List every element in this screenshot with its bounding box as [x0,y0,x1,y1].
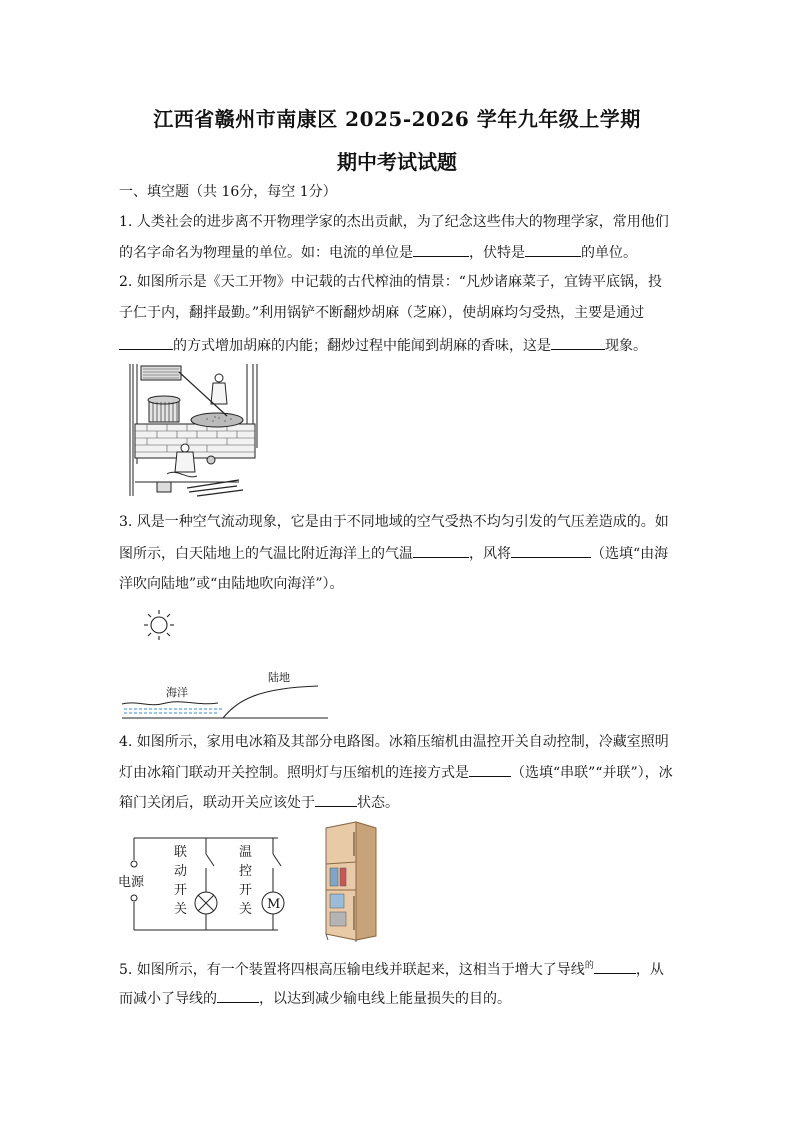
q2-blank-2[interactable] [551,335,605,350]
q3-blank-2[interactable] [511,543,591,558]
q1-text-a: 的名字命名为物理量的单位。如：电流的单位是 [119,245,413,261]
q2-text-b: 现象。 [605,338,647,354]
q1-line2 [119,242,637,263]
linkage-switch-char-1: 联 [174,845,188,860]
q4-line3 [119,792,399,813]
q1-blank-2[interactable] [525,242,581,257]
q2-line3 [119,335,647,356]
q1-line1: 1. 人类社会的进步离不开物理学家的杰出贡献，为了纪念这些伟大的物理学家，常用他们 [119,214,669,230]
q2-blank-1[interactable] [119,335,173,350]
q3-line2 [119,543,668,564]
exam-subtitle: 期中考试试题 [337,150,457,174]
linkage-switch-char-2: 动 [174,864,188,879]
lamp-icon [195,892,217,914]
q1-text-c: 的单位。 [581,245,637,261]
q3-text-c: （选填“由海 [591,546,669,562]
q3-text-b: ，风将 [469,546,511,562]
sea-land-diagram [118,608,332,722]
q5-text-d: ，以达到减少输电线上能量损失的目的。 [259,991,511,1007]
q4-blank-1[interactable] [469,762,511,777]
q4-text-b: （选填“串联”“并联”），冰 [511,765,673,781]
power-label: 电源 [118,875,145,890]
linkage-switch-char-4: 关 [174,902,188,917]
land-surface [223,686,318,718]
motor-icon [262,892,284,914]
sea-wave [122,702,218,705]
q3-line1: 3. 风是一种空气流动现象，它是由于不同地域的空气受热不均匀引发的气压差造成的。如 [119,514,669,530]
q4-line1: 4. 如图所示，家用电冰箱及其部分电路图。冰箱压缩机由温控开关自动控制，冷藏室照明 [119,734,669,750]
power-terminal-bottom [131,895,137,901]
thermostat-switch [273,854,281,866]
linkage-switch [206,854,214,866]
q5-text-superscript: 的 [584,961,594,971]
thermostat-char-1: 温 [239,845,253,860]
svg-text:M: M [267,897,281,912]
thermostat-char-3: 开 [239,883,253,898]
q2-line1: 2. 如图所示是《天工开物》中记载的古代榨油的情景：“凡炒诸麻菜子，宜铸平底锅，投 [119,274,662,290]
q2-text-a: 的方式增加胡麻的内能；翻炒过程中能闻到胡麻的香味，这是 [173,338,551,354]
q5-blank-2[interactable] [217,988,259,1003]
q5-text-c: 而减小了导线的 [119,991,217,1007]
q4-text-a: 灯由冰箱门联动开关控制。照明灯与压缩机的连接方式是 [119,765,469,781]
thermostat-char-2: 控 [239,864,253,879]
q4-blank-2[interactable] [315,792,357,807]
q5-blank-1[interactable] [594,959,636,974]
q2-line2: 子仁于内，翻拌最勤。”利用锅铲不断翻炒胡麻（芝麻），使胡麻均匀受热，主要是通过 [119,305,645,321]
q4-text-d: 状态。 [357,795,399,811]
q4-text-c: 箱门关闭后，联动开关应该处于 [119,795,315,811]
q5-line1 [119,956,664,980]
q4-line2 [119,762,673,783]
q3-text-a: 图所示，白天陆地上的气温比附近海洋上的气温 [119,546,413,562]
land-label: 陆地 [268,671,290,684]
linkage-switch-char-3: 开 [174,883,188,898]
q5-line2 [119,988,511,1009]
q1-text-b: ，伏特是 [469,245,525,261]
section-heading: 一、填空题（共 16分，每空 1分） [119,184,337,200]
q5-text-a: 5. 如图所示，有一个装置将四根高压输电线并联起来，这相当于增大了导线 [119,962,585,978]
refrigerator-image [318,820,382,942]
power-terminal-top [131,861,137,867]
q1-blank-1[interactable] [413,242,469,257]
exam-title: 江西省赣州市南康区 2025-2026 学年九年级上学期 [153,107,641,131]
q3-blank-1[interactable] [413,543,469,558]
q3-line3: 洋吹向陆地”或“由陆地吹向海洋”）。 [119,576,344,592]
oil-pressing-illustration [127,364,263,500]
sea-label: 海洋 [166,686,188,699]
q5-text-b: ，从 [635,962,664,978]
thermostat-char-4: 关 [239,902,253,917]
fridge-circuit-diagram [116,834,298,936]
sun-icon [144,610,174,640]
